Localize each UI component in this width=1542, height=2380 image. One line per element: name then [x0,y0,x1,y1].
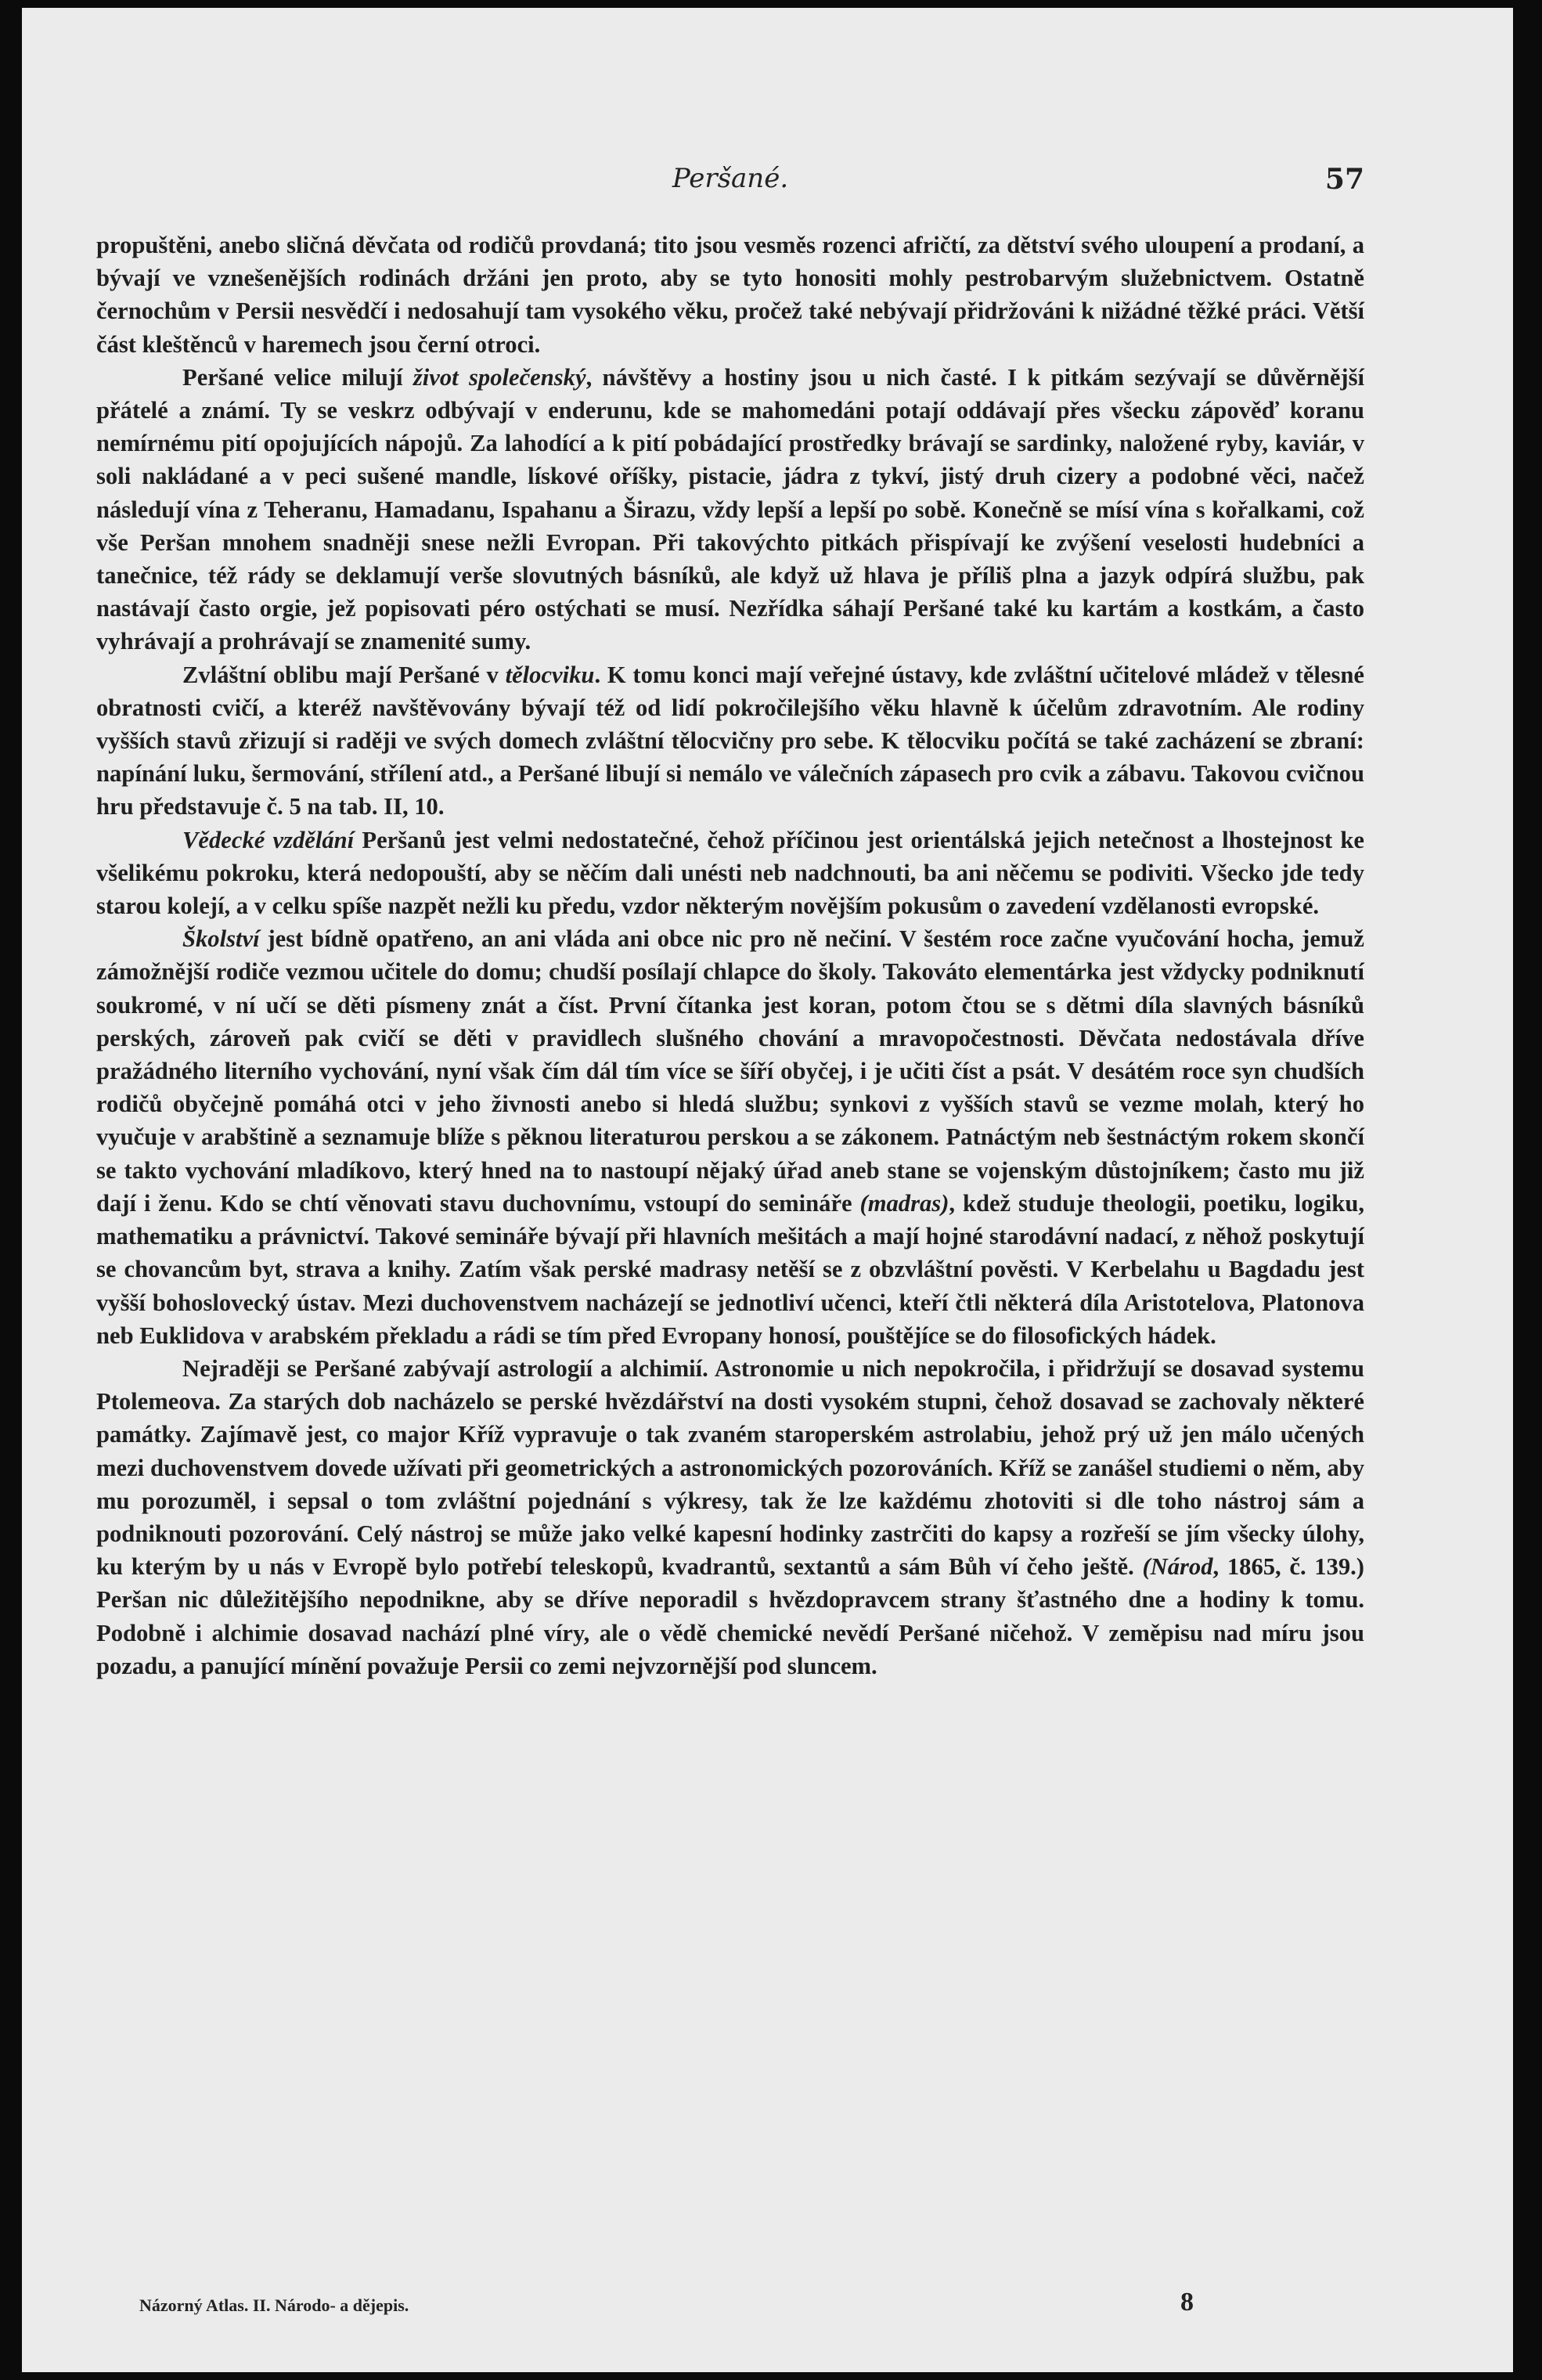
footer-note: Názorný Atlas. II. Národo- a dějepis. [139,2295,409,2315]
body-text [96,229,1364,1682]
page-number: 57 [1324,163,1364,196]
text-run: . K tomu konci mají veřejné ústavy, kde zvláštní učitelové mládež v tělesné obratnosti cvičí, a kteréž navštěvovány bývají též od lidí pokročilejšího věku hlavně k účelům zdravotním. Ale rodiny vyšších stavů zřizují si raději ve svých domech zvláštní tělocvičny pro sebe. K tělocviku počítá se také zacházení se zbraní: napínání luku, šermování, střílení atd., a Peršané libují si nemálo ve válečních zápasech pro cvik a zábavu. Takovou cvičnou hru představuje č. 5 na tab. II, 10. [96,661,1364,820]
text-run: jest bídně opatřeno, an ani vláda ani obce nic pro ně nečiní. V šestém roce začne vyučování hocha, jemuž zámožnější rodiče vezmou učitele do domu; chudší posílají chlapce do školy. Takováto elementárka jest vždycky podniknutí soukromé, v ní učí se děti písmeny znát a číst. První čítanka jest koran, potom čtou se s dětmi díla slavných básníků perských, zároveň pak cvičí se děti v pravidlech slušného chování a mravopočestnosti. Děvčata nedostávala dříve pražádného literního vychování, nyní však čím dál tím více se šíří obyčej, i je učiti číst a psát. V desátém roce syn chudších rodičů obyčejně pomáhá otci v jeho živnosti anebo si hledá službu; synkovi z vyšších stavů se vezme molah, který ho vyučuje v arabštině a seznamuje blíže s pěknou literaturou perskou a se zákonem. Patnáctým neb šestnáctým rokem skončí se takto vychování mladíkovo, který hned na to nastoupí nějaký úřad aneb stane se vojenským důstojníkem; často mu již dají i ženu. Kdo se chtí věnovati stavu duchovnímu, vstoupí do semináře [96,925,1364,1217]
italic-term: (Národ [1142,1553,1213,1581]
italic-term: (madras) [859,1189,949,1217]
text-run: Zvláštní oblibu mají Peršané v [182,661,506,688]
text-run: , návštěvy a hostiny jsou u nich časté. I k pitkám sezývají se důvěrnější přátelé a známí. Ty se veskrz odbývají v enderunu, kde se mahomedáni potají oddávají přes všecku zápověď koranu nemírnému pití opojujících nápojů. Za lahodící a k pití pobádající prostředky brávají se sardinky, naložené ryby, kaviár, v soli nakládané a v peci sušené mandle, lískové oříšky, pistacie, jádra z tykví, jistý druh cizery a podobné věci, načež následují vína z Teheranu, Hamadanu, Ispahanu a Širazu, vždy lepší a lepší po sobě. Konečně se mísí vína s kořalkami, což vše Peršan mnohem snadněji snese nežli Evropan. Při takovýchto pitkách přispívají ke zvýšení veselosti hudebníci a tanečnice, též rády se deklamují verše slovutných básníků, ale když už hlava je příliš plna a jazyk odpírá službu, pak nastávají často orgie, jež popisovati péro ostýchati se musí. Nezřídka sáhají Peršané také ku kartám a kostkám, a často vyhrávají a prohrávají se znamenité sumy. [96,363,1364,655]
italic-term: Vědecké vzdělání [182,826,355,853]
page-footer [139,2288,1360,2327]
paragraph [96,658,1364,824]
text-run: Peršanů jest velmi nedostatečné, čehož příčinou jest orientálská jejich netečnost a lhostejnost ke všelikému pokroku, která nedopouští, aby se něčím dali unésti neb nadchnouti, ba ani něčemu se podiviti. Všecko jde tedy starou kolejí, a v celku spíše nazpět nežli ku předu, vzdor některým novějším pokusům o zavedení vzdělanosti evropské. [96,826,1364,920]
italic-term: život společenský [413,363,586,391]
text-run: Peršané velice milují [182,363,413,391]
paragraph [96,361,1364,658]
paragraph [96,229,1364,361]
paragraph [96,922,1364,1352]
book-page [22,8,1513,2372]
signature-mark: 8 [1180,2288,1194,2317]
text-run: , 1865, č. 139.) Peršan nic důležitějšího nepodnikne, aby se dříve neporadil s hvězdopravcem strany šťastného dne a hodiny k tomu. Podobně i alchimie dosavad nachází plné víry, ale o vědě chemické nevědí Peršané ničehož. V zeměpisu nad míru jsou pozadu, a panující mínění považuje Persii co zemi nejvzornější pod sluncem. [96,1553,1364,1679]
text-run: Nejraději se Peršané zabývají astrologií a alchimií. Astronomie u nich nepokročila, i přidržují se dosavad systemu Ptolemeova. Za starých dob nacházelo se perské hvězdářství na dosti vysokém stupni, čehož dosavad se zachovaly některé památky. Zajímavě jest, co major Kříž vypravuje o tak zvaném staroperském astrolabiu, jehož prý už jen málo učených mezi duchovenstvem dovede užívati při geometrických a astronomických pozorováních. Kříž se zanášel studiemi o něm, aby mu porozuměl, i sepsal o tom zvláštní pojednání s výkresy, tak že lze každému zhotoviti si dle toho nástroj sám a podniknouti pozorování. Celý nástroj se může jako velké kapesní hodinky zastrčiti do kapsy a rozřeší se jím všecky úlohy, ku kterým by u nás v Evropě bylo potřebí teleskopů, kvadrantů, sextantů a sám Bůh ví čeho ještě. [96,1354,1364,1581]
page-header [96,157,1364,204]
italic-term: tělocviku [505,661,595,688]
text-run: , kdež studuje theologii, poetiku, logiku, mathematiku a právnictví. Takové semináře bývají při hlavních mešitách a mají hojné starodávní nadací, z něhož poskytují se chovancům byt, strava a knihy. Zatím však perské madrasy netěší se z obzvláštní pověsti. V Kerbelahu u Bagdadu jest vyšší bohoslovecký ústav. Mezi duchovenstvem nacházejí se jednotliví učenci, kteří čtli některá díla Aristotelova, Platonova neb Euklidova v arabském překladu a rádi se tím před Evropany honosí, pouštějíce se do filosofických hádek. [96,1189,1364,1349]
paragraph [96,824,1364,923]
running-title: Peršané. [672,163,789,194]
italic-term: Školství [182,925,260,953]
paragraph [96,1352,1364,1682]
text-run: propuštěni, anebo sličná děvčata od rodičů provdaná; tito jsou vesměs rozenci afričtí, za dětství svého uloupení a prodaní, a bývají ve vznešenějších rodinách držáni jen proto, aby se tyto honositi mohly pestrobarvým služebnictvem. Ostatně černochům v Persii nesvědčí i nedosahují tam vysokého věku, pročež také nebývají přidržováni k nižádné těžké práci. Větší část kleštěnců v haremech jsou černí otroci. [96,232,1364,358]
